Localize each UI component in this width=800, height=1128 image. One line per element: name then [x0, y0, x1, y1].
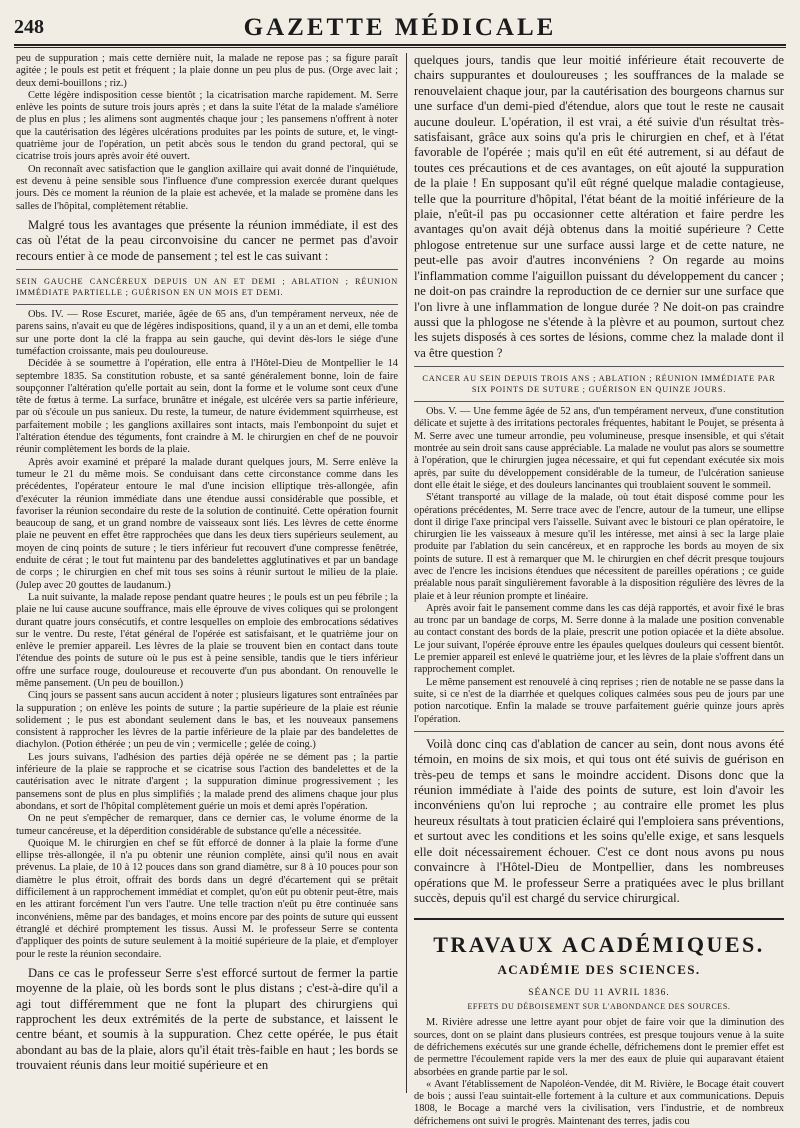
paragraph: Après avoir examiné et préparé la malade durant quelques jours, M. Serre enlève la tumeur le 21 du même mois. Se conduisant dans cette circonstance comme dans les précédentes, l'opérateur entoure le mal d'une incision elliptique très-allongée, afin d'exécuter la réunion immédiate dans une étendue aussi considérable que possible, et favoriser la réunion secondaire du reste de la solution de continuité. Cette opération fournit beaucoup de sang, et un grand nombre de vaisseaux sont liés. Les lèvres de cette énorme plaie ne peuvent en effet être rapprochées que dans les deux tiers supérieurs seulement, au moyen de cinq points de suture ; le tiers inférieur fut recouvert d'une compresse fenêtrée, enduite de cérat ; le tout fut maintenu par des bandelettes agglutinatives et par un bandage de corps ; le chirurgien en chef mit tous ses soins à réunir surtout le milieu de la plaie. (Julep avec 20 gouttes de laudanum.) [16, 456, 398, 591]
separator [414, 401, 784, 402]
header-rule [14, 47, 786, 48]
right-column [414, 53, 784, 1127]
separator [414, 366, 784, 367]
paragraph-large: Dans ce cas le professeur Serre s'est efforcé surtout de fermer la partie moyenne de la plaie, où les bords sont le plus distans ; c'est-à-dire qu'il a agi tout différemment que ne font la plupart des chirurgiens qui rapprochent les deux extrémités de la perte de substance, et laissent le centre béant, et soumis à la suppuration. Chez cette opérée, le pus était abondant au bas de la plaie, alors qu'il était très-faible en haut ; les bords se trouvaient réunis dans leur moitié supérieure et en [16, 965, 398, 1073]
page-number: 248 [14, 16, 44, 38]
session-date: SÉANCE DU 11 AVRIL 1836. [528, 988, 670, 999]
journal-title: GAZETTE MÉDICALE [243, 14, 557, 41]
separator [16, 269, 398, 270]
academy-heading: ACADÉMIE DES SCIENCES. [497, 962, 701, 978]
paragraph-large: quelques jours, tandis que leur moitié inférieure était recouverte de chairs suppurantes et douloureuses ; les souffrances de la malade se renouvelaient chaque jour, par la cautérisation des bourgeons charnus sur une surface d'un demi-pied d'étendue, alors que tout le reste ne causait aucune douleur. L'opération, il est vrai, a été suivie d'un résultat très-satisfaisant, grâce aux soins qu'a pris le chirurgien en chef, et à l'état favorable de l'opérée ; mais qu'il en eût été autrement, si au défaut de toutes ces précautions et de ces avantages, on eût ajouté la suppuration de la plaie ! En supposant qu'il eût régné quelque maladie contagieuse, telle que la pourriture d'hôpital, l'état béant de la moitié inférieure de la plaie, n'eût-il pas pu occasionner cette altération et faire perdre les avantages qu'on avait déjà obtenus dans la moitié supérieure ? Cette phlogose entretenue sur une surface aussi large et de cette nature, ne peut-elle pas avoir d'autres inconvéniens ? On regarde au moins l'inflammation comme l'aiguillon puissant du développement du cancer ; ne doit-on pas craindre la reproduction de ce dernier sur une surface que l'on livre à une inflammation de longue durée ? Ne doit-on pas craindre aussi que la phlogose ne s'étende à la plèvre et au poumon, surtout chez les sujets disposés à ces sortes de lésions, comme chez la malade dont il va être question ? [414, 53, 784, 360]
observation-paragraph: Obs. IV. — Rose Escuret, mariée, âgée de 65 ans, d'un tempérament nerveux, née de parens sains, n'avait eu que de légères indispositions, quand, il y a un an et demi, elle tomba sur une porte dont la clé la frappa au sein gauche, qui devint dès-lors le siége d'une tuméfaction croissante, mais peu douloureuse. [16, 309, 398, 357]
left-column [16, 53, 398, 1093]
masthead [14, 10, 786, 46]
case-subheading: CANCER AU SEIN DEPUIS TROIS ANS ; ABLATION ; RÉUNION IMMÉDIATE PAR SIX POINTS DE SUTURE ; GUÉRISON EN QUINZE JOURS. [422, 374, 776, 395]
observation-paragraph: Obs. V. — Une femme âgée de 52 ans, d'un tempérament nerveux, d'une constitution délicate et sujette à des irritations pectorales fréquentes, habitant le Poujet, se présenta à M. Serre avec une tumeur arrondie, peu volumineuse, presque insensible, et qui s'était montrée au sein droit sans cause appréciable. La malade ne voulut pas alors se soumettre à l'opération, que le chirurgien jugea nécessaire, et qui fut cependant exécutée six mois après, par suite du développement considérable de la tumeur, de l'ulcération sanieuse dont elle était le siége, et des douleurs lancinantes qui troublaient souvent le sommeil. [414, 406, 784, 491]
paragraph: peu de suppuration ; mais cette dernière nuit, la malade ne repose pas ; sa figure paraît agitée ; le pouls est petit et fréquent ; la plaie donne un peu plus de pus. (Orge avec lait ; deux demi-bouillons ; riz.) [16, 53, 398, 89]
paragraph: La nuit suivante, la malade repose pendant quatre heures ; le pouls est un peu fébrile ; la plaie ne lui cause aucune souffrance, mais elle éprouve de vives coliques qui se prolongent durant quatre jours consécutifs, et contre lesquelles on emploie des embrocations sédatives sur le ventre. Du reste, l'état général de l'opérée est satisfaisant, et le quatrième jour on enlève le premier appareil. Les lèvres de la plaie se trouvent bien en contact dans toute l'étendue des points de suture où le pus est à peine sensible, tandis que le tiers inférieur offre une surface rouge, douloureuse et recouverte d'un pus abondant. On renouvelle le même pansement. (Un peu de bouillon.) [16, 591, 398, 689]
separator [414, 731, 784, 732]
topic-heading: EFFETS DU DÉBOISEMENT SUR L'ABONDANCE DES SOURCES. [467, 1002, 731, 1012]
paragraph: On ne peut s'empêcher de remarquer, dans ce dernier cas, le volume énorme de la tumeur cancéreuse, et la déperdition considérable de substance qu'elle a nécessitée. [16, 813, 398, 837]
case-subheading: SEIN GAUCHE CANCÉREUX DEPUIS UN AN ET DEMI ; ABLATION ; RÉUNION IMMÉDIATE PARTIELLE ; GUÉRISON EN UN MOIS ET DEMI. [16, 277, 398, 298]
paragraph: Cette légère indisposition cesse bientôt ; la cicatrisation marche rapidement. M. Serre enlève les points de suture trois jours après ; et dans la suite l'état de la malade s'améliore de plus en plus ; les alimens sont augmentés chaque jour ; les pansemens n'offrent à noter que la cautérisation des légères ulcérations produites par les points de suture, et, le vingt-quatrième jour de l'opération, un petit abcès sous le tendon du grand pectoral, qui se cicatrise trois jours après avoir été ouvert. [16, 89, 398, 163]
paragraph: S'étant transporté au village de la malade, où tout était disposé comme pour les opérations précédentes, M. Serre trace avec de l'encre, autour de la tumeur, une ellipse dont il dirige l'axe principal vers l'aisselle. Suivant avec le bistouri ce plan opératoire, le chirurgien lie les vaisseaux à mesure qu'il les intéresse, met ainsi à sec la large plaie produite par l'ablation du sein cancéreux, et en rapproche les bords au moyen de six points de suture. Il est à remarquer que M. le chirurgien en chef décrit presque toujours avec de l'encre les incisions étendues que nécessitent de pareilles opérations ; ce guide préalable nous paraît singulièrement favorable à la disposition régulière des lèvres de la plaie et à leur réunion prompte et linéaire. [414, 492, 784, 602]
paragraph-large: Voilà donc cinq cas d'ablation de cancer au sein, dont nous avons été témoin, en moins de six mois, et qui tous ont été suivis de guérison en très-peu de temps et sans le moindre accident. Disons donc que la réunion immédiate à l'aide des points de suture, est loin d'avoir les inconvéniens qu'on lui reproche ; au contraire elle promet les plus heureux résultats à tout praticien éclairé qui l'emploiera sans préventions, et surtout avec les conditions et les soins qu'elle exige, et sans lesquels elle doit nécessairement échouer. C'est ce dont nous avons pu nous convaincre à l'Hôtel-Dieu de Montpellier, dans les nombreuses opérations que M. le professeur Serre a pratiquées avec le plus brillant succès, depuis qu'il est chargé du service chirurgical. [414, 736, 784, 905]
separator [16, 304, 398, 305]
column-divider [406, 53, 407, 1093]
paragraph-large: Malgré tous les avantages que présente la réunion immédiate, il est des cas où l'état de la peau circonvoisine du cancer ne permet pas d'avoir recours entier à ce mode de pansement ; tel est le cas suivant : [16, 217, 398, 263]
paragraph: Le même pansement est renouvelé à cinq reprises ; rien de notable ne se passe dans la suite, si ce n'est de la diarrhée et quelques coliques calmées sous peu de jours par une potion narcotique. Enfin la malade se trouve parfaitement guérie quinze jours après l'opération. [414, 676, 784, 725]
paragraph: M. Rivière adresse une lettre ayant pour objet de faire voir que la diminution des sources, dont on se plaint dans plusieurs contrées, est presque toujours venue à la suite de défrichemens exécutés sur une grande échelle, défrichemens dont le premier effet est de permettre l'écoulement rapide vers la mer des eaux de pluie qui auparavant étaient absorbées en grande partie par le sol. [414, 1017, 784, 1078]
paragraph: Cinq jours se passent sans aucun accident à noter ; plusieurs ligatures sont entraînées par la suppuration ; on enlève les points de suture ; la partie supérieure de la plaie est réunie solidement ; le pus est abondant seulement dans le bas, et les nouveaux pansemens consistent à rapprocher les lèvres de la partie inférieure de la plaie par des bandelettes de diachylon. (Potion éthérée ; un peu de vin ; vermicelle ; gelée de coing.) [16, 690, 398, 751]
paragraph: « Avant l'établissement de Napoléon-Vendée, dit M. Rivière, le Bocage était couvert de bois ; aussi l'eau suintait-elle fortement à la culture et aux communications. Depuis 1808, le Bocage a marché vers la civilisation, vers l'industrie, et de nombreux défrichemens ont suivi le progrès. Maintenant des terres, jadis cou [414, 1078, 784, 1127]
paragraph: Les jours suivans, l'adhésion des parties déjà opérée ne se dément pas ; la partie inférieure de la plaie se rapproche et se cicatrise sous l'action des bandelettes et de la cautérisation avec le nitrate d'argent ; la suppuration diminue progressivement ; les pansemens sont de plus en plus simplifiés ; la malade prend des alimens chaque jour plus abondans, et sort de l'hôpital complètement guérie un mois et demi après l'opération. [16, 751, 398, 812]
paragraph: Après avoir fait le pansement comme dans les cas déjà rapportés, et avoir fixé le bras au tronc par un bandage de corps, M. Serre donne à la malade une position convenable au contact constant des bords de la plaie, prescrit une potion opiacée et la diète absolue. Le jour suivant, l'opérée éprouve entre les épaules quelques douleurs qui cessent bientôt. Le premier appareil est enlevé le quatrième jour, et les lèvres de la plaie s'offrent dans un rapprochement complet. [414, 602, 784, 676]
paragraph: Décidée à se soumettre à l'opération, elle entra à l'Hôtel-Dieu de Montpellier le 14 septembre 1835. Sa constitution robuste, et sa santé généralement bonne, loin de faire soupçonner l'altération qu'elle portait au sein, dont la forme et le volume sont ceux d'une tête de fœtus à terme. La surface, brunâtre et inégale, est ulcérée vers sa partie inférieure, par où s'écoule un pus sanieux. Du reste, la tumeur, de nature évidemment squirrheuse, est parfaitement mobile ; les ganglions axillaires sont intacts, mais l'embonpoint du sujet et l'altération étendue des téguments, font craindre à M. le chirurgien en chef de ne pouvoir réunir complètement les bords de la plaie. [16, 358, 398, 456]
section-title: TRAVAUX ACADÉMIQUES. [433, 932, 765, 958]
paragraph: Quoique M. le chirurgien en chef se fût efforcé de donner à la plaie la forme d'une ellipse très-allongée, il n'a pu obtenir une réunion complète, ainsi qu'il nous en avait prévenus. La plaie, de 10 à 12 pouces dans son grand diamètre, sur 8 à 10 pouces pour son diamètre le plus étroit, offrait des bords dans un degré d'écartement qui se prêtait difficilement à un rapprochement immédiat et complet, qu'on eût pu obtenir peut-être, mais en les attirant forcément l'un vers l'autre. Une telle traction n'eût pu être continuée sans inconvéniens, même par des bandages, et moins encore par des points de suture qui eussent étranglé et déchiré promptement les tissus. Aussi M. le professeur Serre se contenta d'appliquer des points de suture seulement à la moitié supérieure de la plaie, et d'employer pour le reste la réunion secondaire. [16, 837, 398, 960]
section-separator [414, 918, 784, 920]
paragraph: On reconnaît avec satisfaction que le ganglion axillaire qui avait donné de l'inquiétude, est devenu à peine sensible sous l'influence d'une compression exercée durant quelques jours. Dès ce moment la réunion de la plaie est achevée, et la malade se promène dans les salles de l'hôpital, complètement rétablie. [16, 163, 398, 212]
